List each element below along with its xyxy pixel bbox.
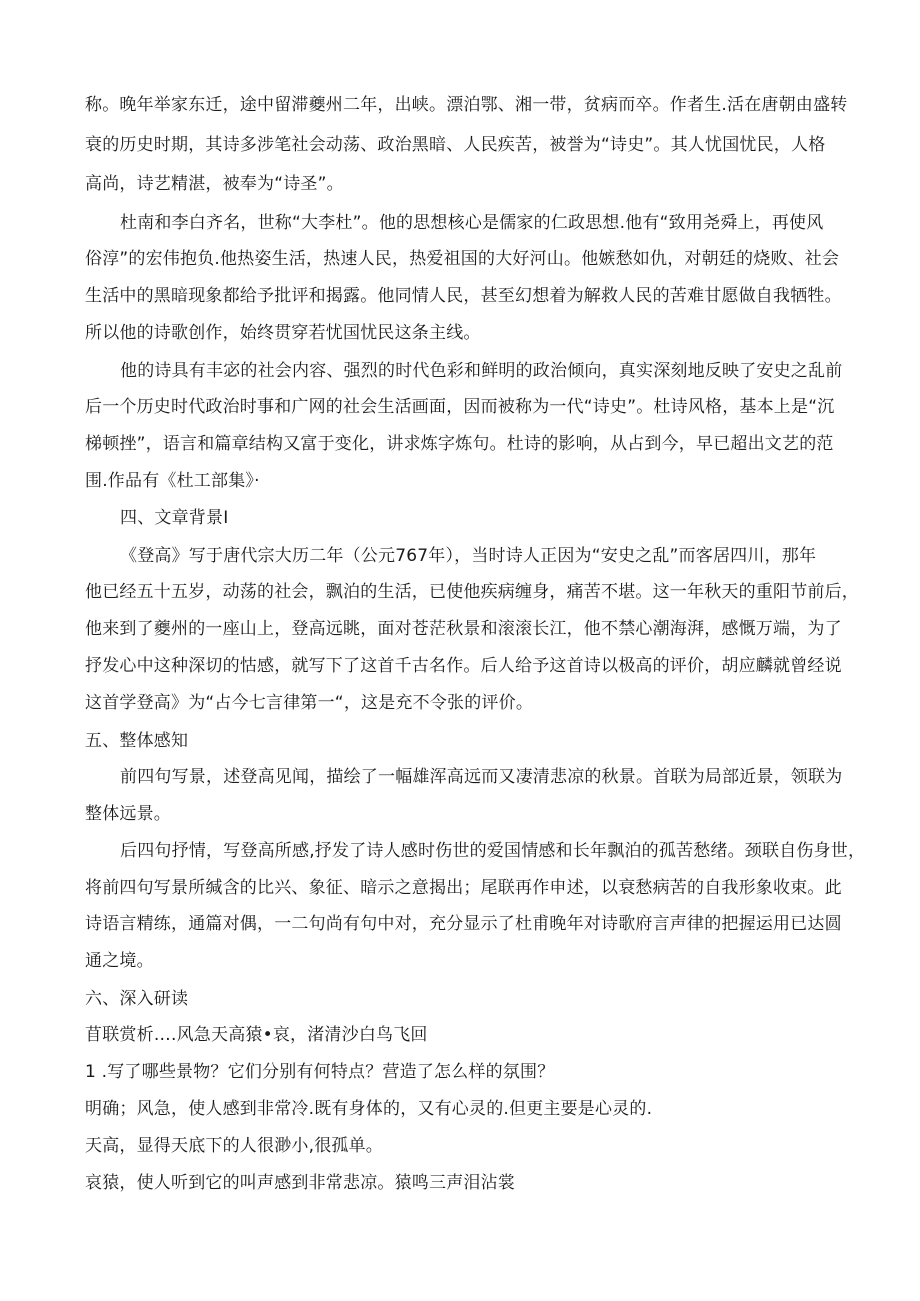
paragraph-start-line: 他的诗具有丰宓的社会内容、强烈的时代色彩和鲜明的政治倾向，真实深刻地反映了安史之乱前 <box>120 361 843 381</box>
text-line: 高尚，诗艺精湛，被奉为“诗圣”。 <box>85 174 344 194</box>
section-heading: 六、深入研读 <box>85 989 189 1009</box>
paragraph-start-line: 《登高》写于唐代宗大历二年（公元767年），当时诗人正因为“安史之乱”而客居四川，那年 <box>120 546 817 566</box>
text-line: 这首学登高》为“占今七言律第一“，这是充不令张的评价。 <box>85 693 534 713</box>
text-line: 抒发心中这种深切的怙感，就写下了这首千古名作。后人给予这首诗以极高的评价，胡应麟就曾经说 <box>85 656 842 676</box>
text-line: 俗淳”的宏伟抱负.他热姿生活，热速人民，热爱祖国的大好河山。他嫉愁如仇，对朝廷的烧败、社会 <box>85 249 840 269</box>
text-line: 后一个历史时代政治时事和广网的社会生活画面，因而被称为一代“诗史”。杜诗风格，基本上是“沉 <box>85 397 835 417</box>
text-line: 生活中的黑暗现象都给予批评和揭露。他同情人民，甚至幻想着为解救人民的苦难甘愿做自我牺牲。 <box>85 286 842 306</box>
text-line: 所以他的诗歌创作，始终贯穿若忧国忧民这条主线。 <box>85 323 481 343</box>
text-line: 衰的历史时期，其诗多涉笔社会动荡、政治黑暗、人民疾苦，被誉为“诗史”。其人忧国忧民，人格 <box>85 135 826 155</box>
answer-line: 明确；风急，使人感到非常冷.既有身体的，又有心灵的.但更主要是心灵的. <box>85 1099 653 1119</box>
text-line: 他已经五十五岁，动荡的社会，飘泊的生活，已使他疾病缠身，痛苦不堪。这一年秋天的重阳节前后， <box>85 582 859 602</box>
paragraph-start-line: 前四句写景，述登高见闻，描绘了一幅雄浑高远而又凄清悲凉的秋景。首联为局部近景，领联为 <box>120 767 843 787</box>
paragraph-start-line: 杜南和李白齐名，世称“大李杜”。他的思想核心是儒家的仁政思想.他有“致用尧舜上，再使风 <box>120 213 824 233</box>
section-heading: 五、整体感知 <box>85 731 189 751</box>
subsection-heading: 苜联赏析….风急天高猿•哀，渚清沙白鸟飞回 <box>85 1025 428 1045</box>
text-line: 将前四句写景所缄含的比兴、象征、暗示之意揭出；尾联再作申述，以衰愁病苦的自我形象收束。此 <box>85 878 842 898</box>
text-line: 通之境。 <box>85 951 154 971</box>
section-heading: 四、文章背景I <box>120 508 229 528</box>
text-line: 诗语言精练，通篇对偶，一二句尚有句中对，充分显示了杜甫晚年对诗歌府言声律的把握运用已达圆 <box>85 914 842 934</box>
text-line: 称。晚年举家东迁，途中留滞夔州二年，出峡。漂泊鄂、湘一带，贫病而卒。作者生.活在唐朝由盛转 <box>85 95 848 115</box>
paragraph-start-line: 后四句抒情，写登高所感,抒发了诗人感时伤世的爱国情感和长年飘泊的孤苦愁绪。颈联自伤身世， <box>120 841 866 861</box>
question-line: 1 .写了哪些景物？它们分别有何特点？营造了怎么样的氛围？ <box>85 1062 555 1082</box>
answer-line: 哀猿，使人听到它的叫声感到非常悲凉。猿鸣三声泪沾裳 <box>85 1173 515 1193</box>
text-line: 梯顿挫”，语言和篇章结构又富于变化，讲求炼字炼句。杜诗的影响，从占到今，早已超出文艺的范 <box>85 434 834 454</box>
text-line: 他来到了夔州的一座山上，登高远眺，面对苍茫秋景和滚滚长江，他不禁心潮海湃，感慨万端，为了 <box>85 619 842 639</box>
text-line: 围.作品有《杜工部集》· <box>85 471 260 491</box>
answer-line: 天高，显得天底下的人很渺小,很孤单。 <box>85 1136 384 1156</box>
text-line: 整体远景。 <box>85 804 171 824</box>
